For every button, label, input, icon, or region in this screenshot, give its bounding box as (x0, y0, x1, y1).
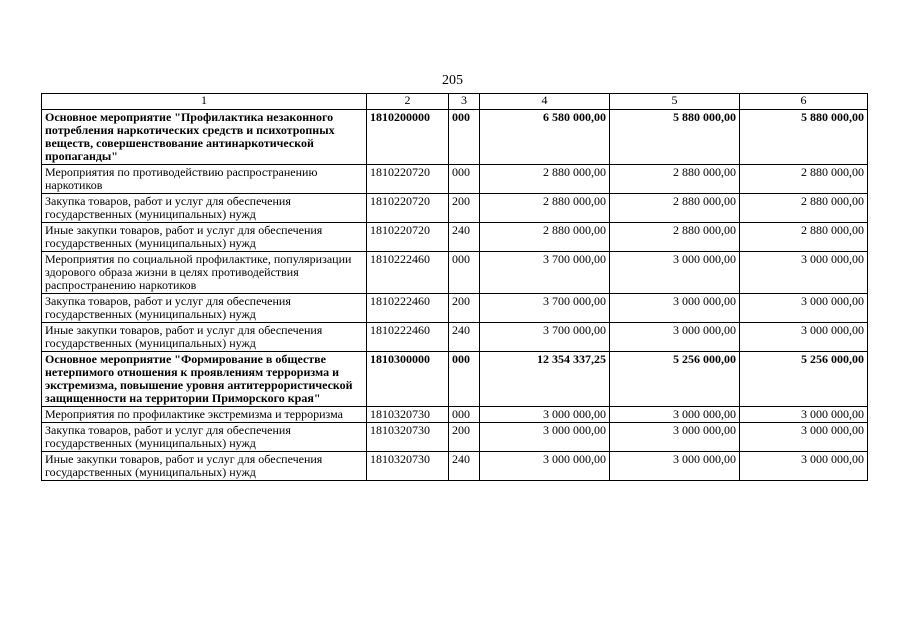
table-row (42, 352, 868, 407)
row-amount-col6: 2 880 000,00 (740, 165, 868, 194)
row-amount-col6: 2 880 000,00 (740, 223, 868, 252)
table-row (42, 223, 868, 252)
table-row (42, 323, 868, 352)
row-target-code: 1810222460 (367, 294, 449, 323)
table-row (42, 165, 868, 194)
row-amount-col4: 3 000 000,00 (480, 423, 610, 452)
column-header: 6 (740, 94, 868, 110)
row-name: Закупка товаров, работ и услуг для обеспечения государственных (муниципальных) нужд (42, 194, 367, 223)
row-amount-col6: 3 000 000,00 (740, 294, 868, 323)
row-target-code: 1810300000 (367, 352, 449, 407)
row-expense-type: 240 (449, 223, 480, 252)
row-expense-type: 200 (449, 194, 480, 223)
table-row (42, 423, 868, 452)
row-amount-col4: 6 580 000,00 (480, 110, 610, 165)
row-target-code: 1810200000 (367, 110, 449, 165)
row-amount-col4: 3 700 000,00 (480, 294, 610, 323)
row-amount-col5: 2 880 000,00 (610, 165, 740, 194)
row-target-code: 1810320730 (367, 423, 449, 452)
row-amount-col4: 3 000 000,00 (480, 407, 610, 423)
row-amount-col6: 5 880 000,00 (740, 110, 868, 165)
row-amount-col5: 3 000 000,00 (610, 452, 740, 481)
row-name: Иные закупки товаров, работ и услуг для обеспечения государственных (муниципальных) нужд (42, 223, 367, 252)
page-number: 205 (442, 73, 463, 88)
column-header: 2 (367, 94, 449, 110)
row-target-code: 1810220720 (367, 223, 449, 252)
row-target-code: 1810320730 (367, 452, 449, 481)
row-amount-col6: 5 256 000,00 (740, 352, 868, 407)
row-target-code: 1810222460 (367, 323, 449, 352)
row-name: Основное мероприятие "Профилактика незаконного потребления наркотических средств и психотропных веществ, совершенствование антинаркотической пропаганды" (42, 110, 367, 165)
row-amount-col6: 3 000 000,00 (740, 452, 868, 481)
row-amount-col5: 2 880 000,00 (610, 194, 740, 223)
column-header: 3 (449, 94, 480, 110)
row-name: Закупка товаров, работ и услуг для обеспечения государственных (муниципальных) нужд (42, 294, 367, 323)
row-amount-col6: 3 000 000,00 (740, 323, 868, 352)
row-amount-col4: 3 700 000,00 (480, 252, 610, 294)
row-amount-col5: 3 000 000,00 (610, 323, 740, 352)
row-amount-col5: 3 000 000,00 (610, 407, 740, 423)
table-row (42, 110, 868, 165)
row-target-code: 1810220720 (367, 194, 449, 223)
row-amount-col6: 3 000 000,00 (740, 407, 868, 423)
row-expense-type: 000 (449, 110, 480, 165)
row-amount-col4: 2 880 000,00 (480, 223, 610, 252)
table-row (42, 452, 868, 481)
row-expense-type: 000 (449, 407, 480, 423)
row-expense-type: 240 (449, 323, 480, 352)
row-expense-type: 200 (449, 294, 480, 323)
row-amount-col4: 3 700 000,00 (480, 323, 610, 352)
row-amount-col6: 3 000 000,00 (740, 423, 868, 452)
row-name: Мероприятия по социальной профилактике, популяризации здорового образа жизни в целях противодействия распространению наркотиков (42, 252, 367, 294)
row-amount-col4: 2 880 000,00 (480, 165, 610, 194)
row-expense-type: 200 (449, 423, 480, 452)
table-row (42, 294, 868, 323)
row-name: Иные закупки товаров, работ и услуг для обеспечения государственных (муниципальных) нужд (42, 323, 367, 352)
row-amount-col5: 5 880 000,00 (610, 110, 740, 165)
row-target-code: 1810320730 (367, 407, 449, 423)
row-expense-type: 000 (449, 352, 480, 407)
row-name: Основное мероприятие "Формирование в обществе нетерпимого отношения к проявлениям терроризма и экстремизма, повышение уровня антитеррористической защищенности на территории Приморского края" (42, 352, 367, 407)
table-row (42, 252, 868, 294)
row-amount-col6: 2 880 000,00 (740, 194, 868, 223)
row-name: Закупка товаров, работ и услуг для обеспечения государственных (муниципальных) нужд (42, 423, 367, 452)
budget-table (41, 93, 868, 481)
row-expense-type: 000 (449, 165, 480, 194)
row-name: Мероприятия по профилактике экстремизма и терроризма (42, 407, 367, 423)
row-target-code: 1810222460 (367, 252, 449, 294)
row-amount-col5: 2 880 000,00 (610, 223, 740, 252)
column-header: 1 (42, 94, 367, 110)
column-header: 5 (610, 94, 740, 110)
table-row (42, 194, 868, 223)
row-amount-col4: 12 354 337,25 (480, 352, 610, 407)
column-header: 4 (480, 94, 610, 110)
table-header-row (42, 94, 868, 110)
row-amount-col6: 3 000 000,00 (740, 252, 868, 294)
row-amount-col5: 5 256 000,00 (610, 352, 740, 407)
row-expense-type: 000 (449, 252, 480, 294)
row-amount-col5: 3 000 000,00 (610, 294, 740, 323)
row-name: Иные закупки товаров, работ и услуг для обеспечения государственных (муниципальных) нужд (42, 452, 367, 481)
row-expense-type: 240 (449, 452, 480, 481)
row-target-code: 1810220720 (367, 165, 449, 194)
row-amount-col5: 3 000 000,00 (610, 252, 740, 294)
row-amount-col4: 3 000 000,00 (480, 452, 610, 481)
row-amount-col4: 2 880 000,00 (480, 194, 610, 223)
row-amount-col5: 3 000 000,00 (610, 423, 740, 452)
row-name: Мероприятия по противодействию распространению наркотиков (42, 165, 367, 194)
table-row (42, 407, 868, 423)
